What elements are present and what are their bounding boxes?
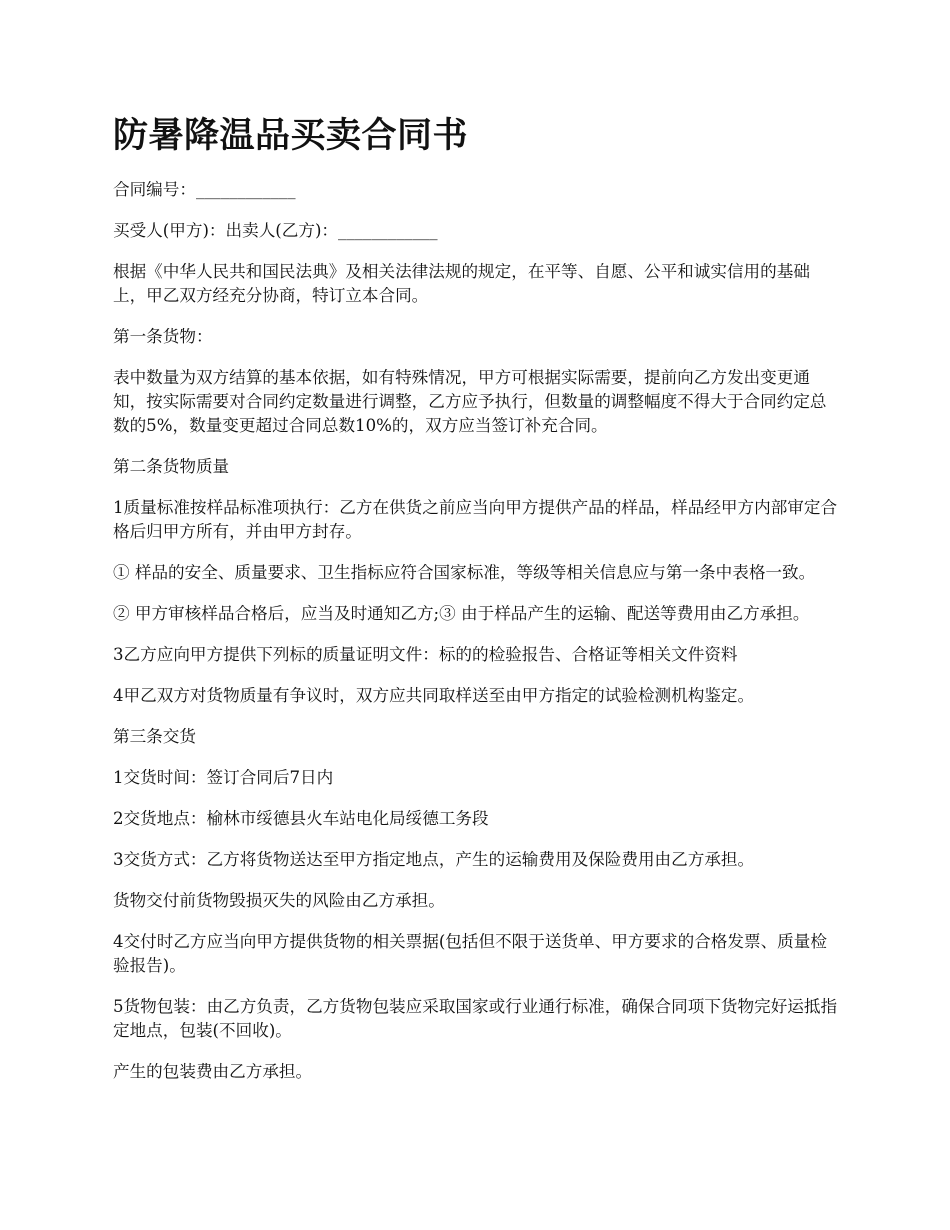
article-3-clause-3: 3交货方式：乙方将货物送达至甲方指定地点，产生的运输费用及保险费用由乙方承担。: [113, 850, 755, 869]
document-page: [113, 112, 843, 1101]
article-2-clause-1: 1质量标准按样品标准项执行：乙方在供货之前应当向甲方提供产品的样品，样品经甲方内部审定合格后归甲方所有，并由甲方封存。: [113, 498, 838, 541]
document-title: 防暑降温品买卖合同书: [113, 115, 469, 156]
parties-line: 买受人(甲方)：出卖人(乙方)：____________: [113, 221, 438, 240]
article-3-heading: 第三条交货: [113, 727, 196, 746]
article-2-clause-3: 3乙方应向甲方提供下列标的质量证明文件：标的的检验报告、合格证等相关文件资料: [113, 645, 738, 664]
article-3-clause-4: 4交付时乙方应当向甲方提供货物的相关票据(包括但不限于送货单、甲方要求的合格发票、质量检验报告)。: [113, 932, 827, 975]
article-2-sub-1: ① 样品的安全、质量要求、卫生指标应符合国家标准，等级等相关信息应与第一条中表格一致。: [113, 563, 816, 582]
article-2-heading: 第二条货物质量: [113, 457, 230, 476]
article-1-heading: 第一条货物：: [113, 327, 213, 346]
article-2-clause-4: 4甲乙双方对货物质量有争议时，双方应共同取样送至由甲方指定的试验检测机构鉴定。: [113, 686, 755, 705]
article-3-clause-2: 2交货地点：榆林市绥德县火车站电化局绥德工务段: [113, 809, 489, 828]
article-3-clause-5: 5货物包装：由乙方负责，乙方货物包装应采取国家或行业通行标准，确保合同项下货物完好运抵指定地点，包装(不回收)。: [113, 997, 838, 1040]
article-1-quantity-paragraph: 表中数量为双方结算的基本依据，如有特殊情况，甲方可根据实际需要，提前向乙方发出变更通知，按实际需要对合同约定数量进行调整，乙方应予执行，但数量的调整幅度不得大于合同约定总数的5%，数量变更超过合同总数10%的，双方应当签订补充合同。: [113, 368, 827, 435]
packaging-fee-paragraph: 产生的包装费由乙方承担。: [113, 1062, 313, 1081]
contract-number-line: 合同编号：____________: [113, 180, 296, 199]
risk-paragraph: 货物交付前货物毁损灭失的风险由乙方承担。: [113, 891, 445, 910]
preamble-paragraph: 根据《中华人民共和国民法典》及相关法律法规的规定，在平等、自愿、公平和诚实信用的基础上，甲乙双方经充分协商，特订立本合同。: [113, 262, 810, 305]
article-3-clause-1: 1交货时间：签订合同后7日内: [113, 768, 334, 787]
article-2-sub-2-3: ② 甲方审核样品合格后，应当及时通知乙方;③ 由于样品产生的运输、配送等费用由乙方承担。: [113, 604, 810, 623]
